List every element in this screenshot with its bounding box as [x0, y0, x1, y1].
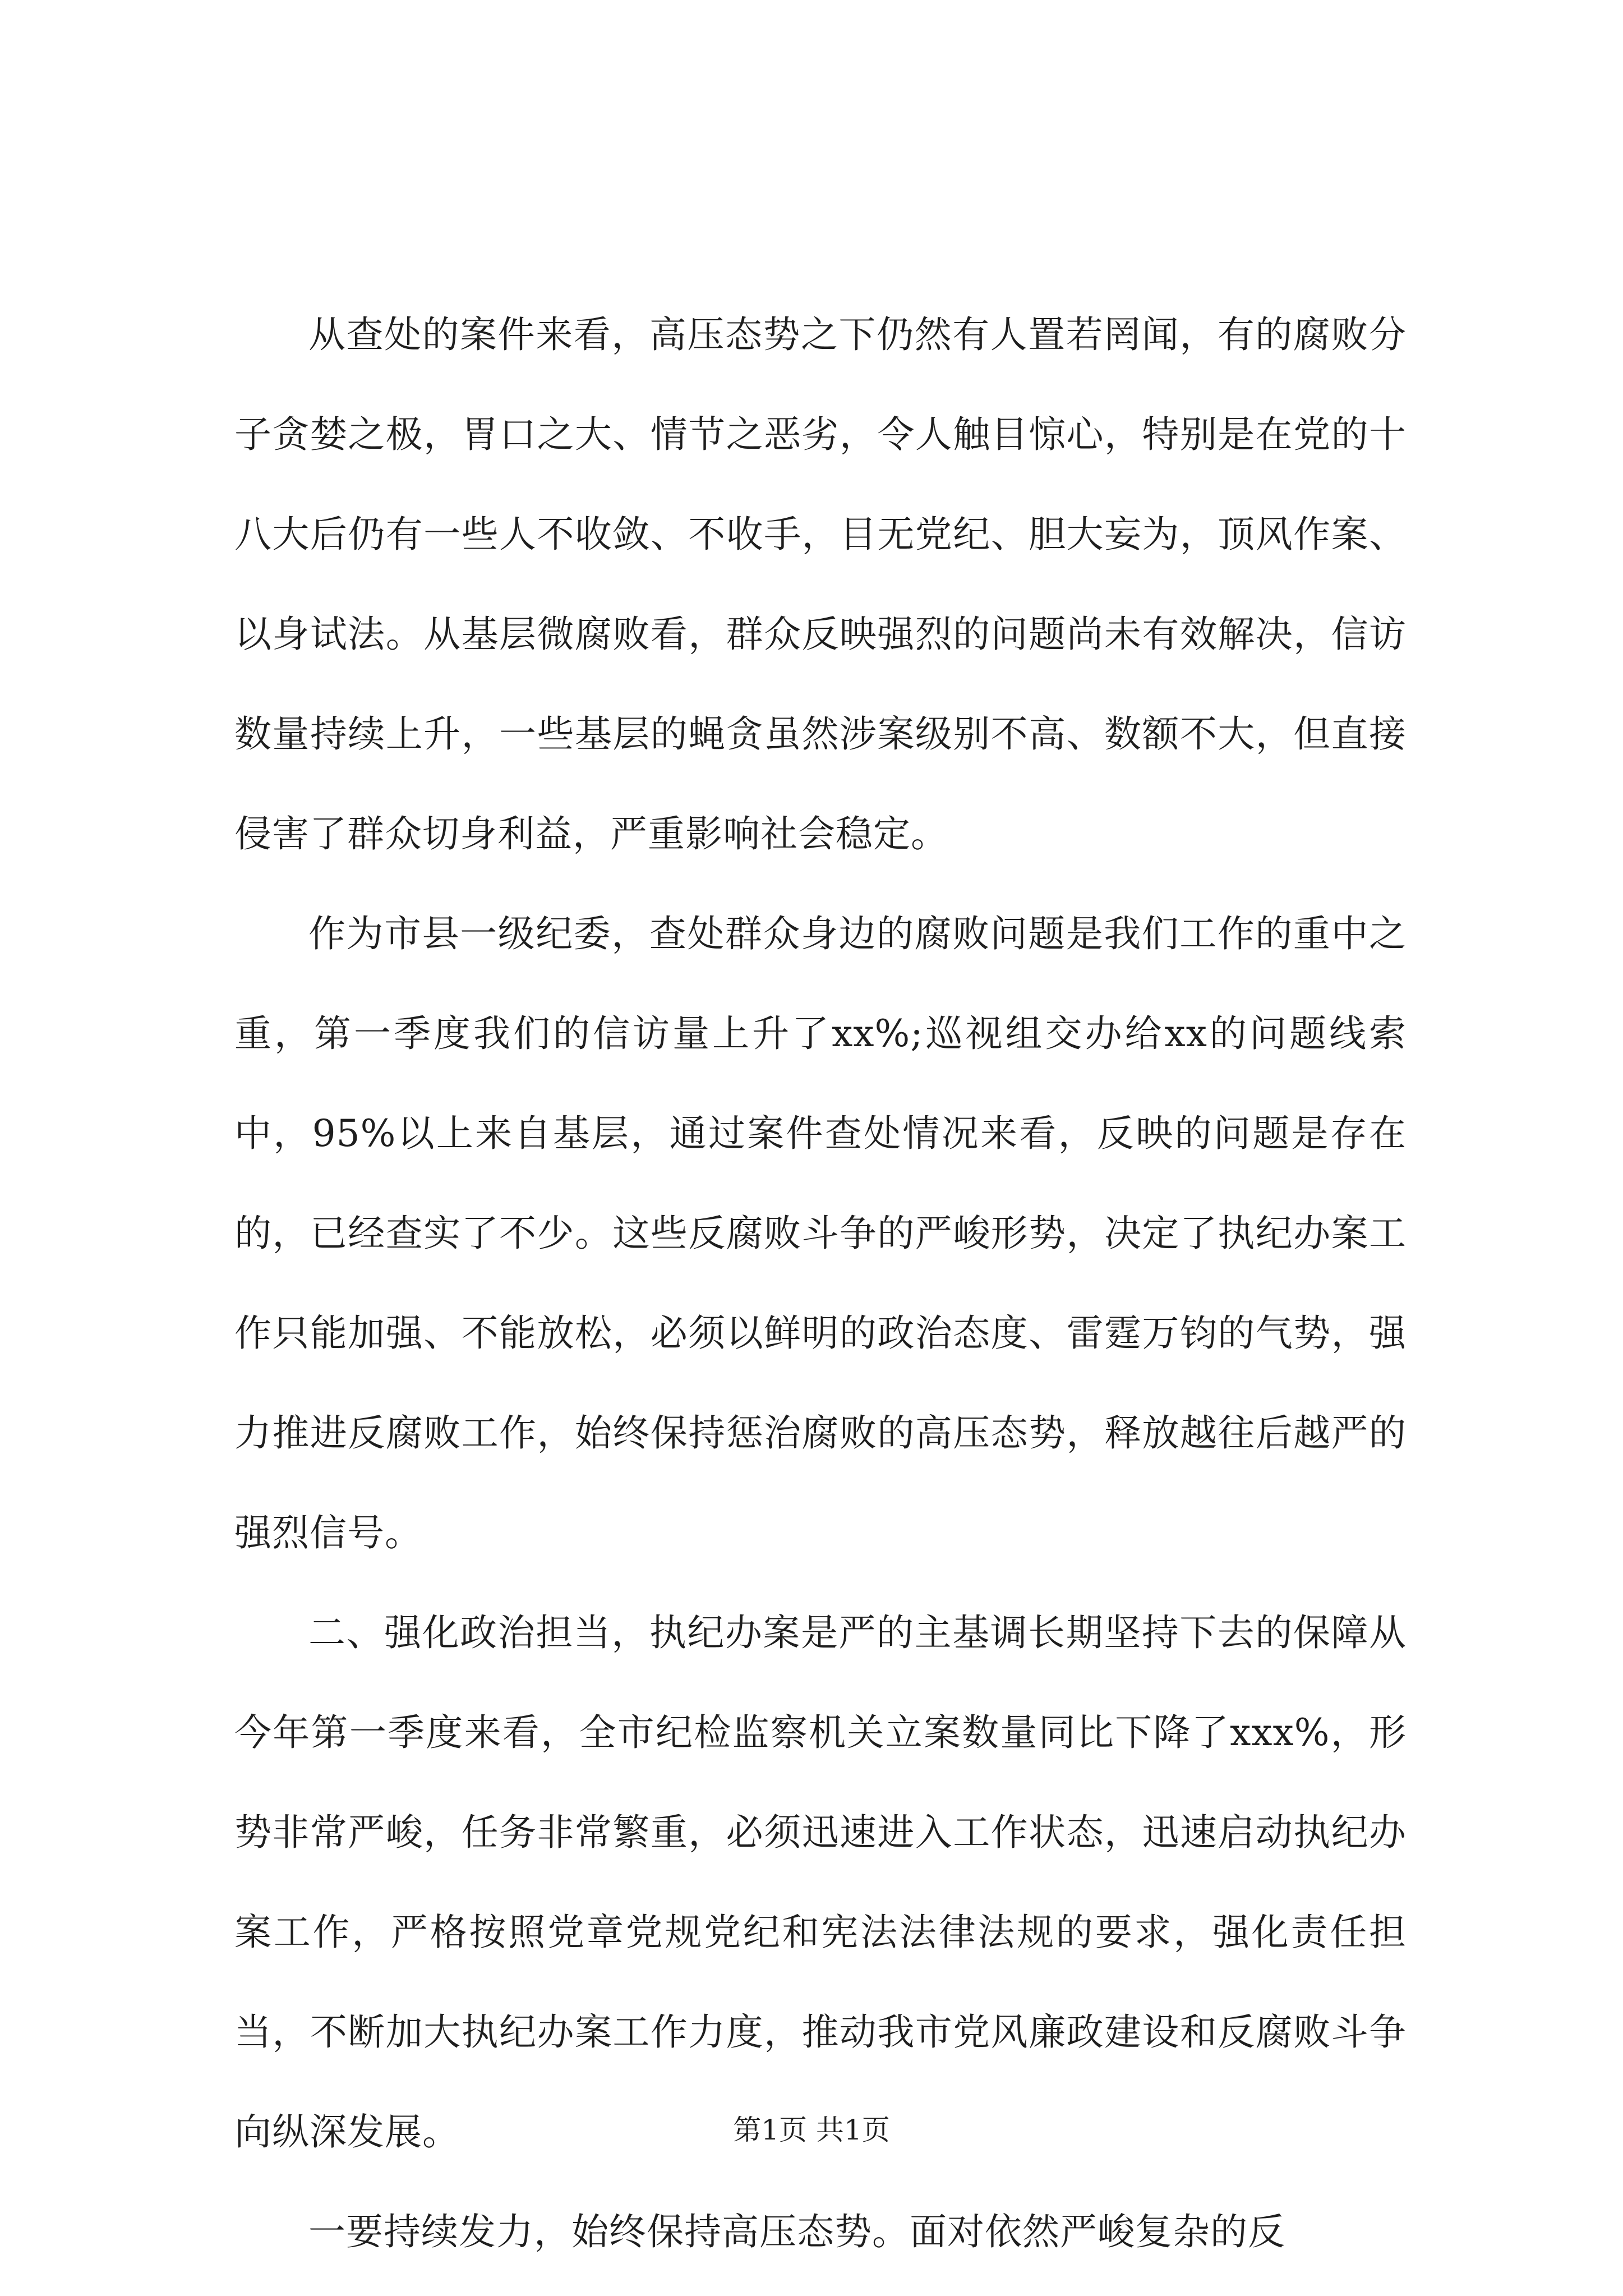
page-footer: 第1页 共1页 [733, 2114, 890, 2146]
document-body [234, 285, 1407, 2282]
paragraph-2: 作为市县一级纪委，查处群众身边的腐败问题是我们工作的重中之重，第一季度我们的信访量上升了xx%;巡视组交办给xx的问题线索中，95%以上来自基层，通过案件查处情况来看，反映的问题是存在的，已经查实了不少。这些反腐败斗争的严峻形势，决定了执纪办案工作只能加强、不能放松，必须以鲜明的政治态度、雷霆万钧的气势，强力推进反腐败工作，始终保持惩治腐败的高压态势，释放越往后越严的强烈信号。 [234, 912, 1407, 1554]
paragraph-4: 一要持续发力，始终保持高压态势。面对依然严峻复杂的反 [308, 2210, 1285, 2253]
paragraph-3: 二、强化政治担当，执纪办案是严的主基调长期坚持下去的保障从今年第一季度来看，全市纪检监察机关立案数量同比下降了xxx%，形势非常严峻，任务非常繁重，必须迅速进入工作状态，迅速启动执纪办案工作，严格按照党章党规党纪和宪法法律法规的要求，强化责任担当，不断加大执纪办案工作力度，推动我市党风廉政建设和反腐败斗争向纵深发展。 [234, 1611, 1407, 2154]
paragraph-1: 从查处的案件来看，高压态势之下仍然有人置若罔闻，有的腐败分子贪婪之极，胃口之大、情节之恶劣，令人触目惊心，特别是在党的十八大后仍有一些人不收敛、不收手，目无党纪、胆大妄为，顶风作案、以身试法。从基层微腐败看，群众反映强烈的问题尚未有效解决，信访数量持续上升，一些基层的蝇贪虽然涉案级别不高、数额不大，但直接侵害了群众切身利益，严重影响社会稳定。 [234, 313, 1407, 855]
